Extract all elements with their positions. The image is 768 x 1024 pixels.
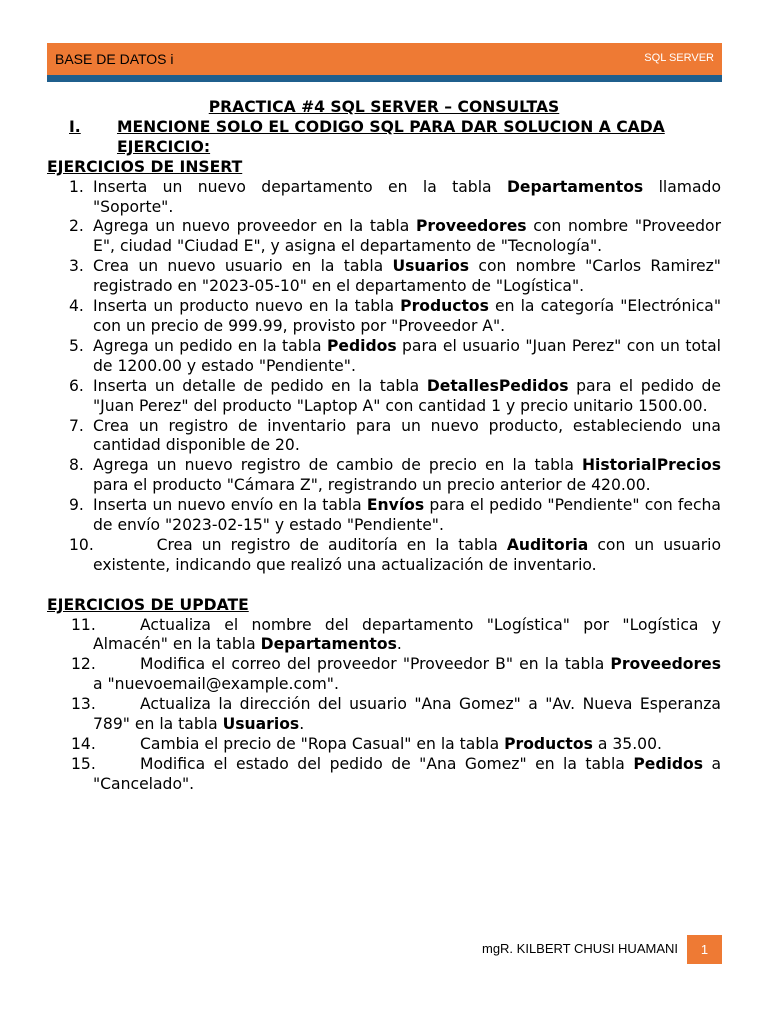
instruction-text: MENCIONE SOLO EL CODIGO SQL PARA DAR SOLUCION A CADA EJERCICIO: xyxy=(117,117,665,156)
document-title: PRACTICA #4 SQL SERVER – CONSULTAS xyxy=(208,98,560,116)
exercise-text: Actualiza la dirección del usuario "Ana Gomez" a "Av. Nueva Esperanza 789" en la tabla xyxy=(93,695,721,734)
table-name: Pedidos xyxy=(633,754,703,773)
exercise-number: 12. xyxy=(71,655,96,674)
exercise-number: 5. xyxy=(69,336,84,355)
table-name: Proveedores xyxy=(416,217,527,236)
table-name: DetallesPedidos xyxy=(426,376,569,395)
exercise-item xyxy=(47,755,721,795)
table-name: Proveedores xyxy=(610,655,721,674)
exercise-text: Inserta un detalle de pedido en la tabla xyxy=(93,376,427,395)
exercise-text-continued: para el producto "Cámara Z", registrando un precio anterior de 420.00. xyxy=(93,476,651,495)
header-topic: SQL SERVER xyxy=(644,52,714,64)
exercise-number: 13. xyxy=(71,695,96,714)
exercise-item xyxy=(47,257,721,297)
exercise-text: Crea un nuevo usuario en la tabla xyxy=(93,257,393,276)
exercise-item xyxy=(47,377,721,417)
exercise-text: Agrega un nuevo registro de cambio de precio en la tabla xyxy=(93,456,582,475)
exercise-text-continued: a "nuevoemail@example.com". xyxy=(93,675,339,694)
exercise-text-continued: a "Cancelado". xyxy=(93,754,721,793)
exercise-text-continued: . xyxy=(396,635,402,654)
exercise-item xyxy=(47,616,721,656)
footer-author: mgR. KILBERT CHUSI HUAMANI xyxy=(481,941,678,956)
exercise-number: 9. xyxy=(69,496,84,515)
exercise-item xyxy=(47,178,721,218)
exercise-number: 15. xyxy=(71,754,96,773)
exercise-text-continued: para el usuario "Juan Perez" con un total de 1200.00 y estado "Pendiente". xyxy=(93,336,721,375)
table-name: Usuarios xyxy=(222,715,300,734)
exercise-number: 10. xyxy=(69,535,94,554)
exercise-text-continued: para el pedido "Pendiente" con fecha de envío "2023-02-15" y estado "Pendiente". xyxy=(93,496,721,535)
exercise-item xyxy=(47,217,721,257)
table-name: HistorialPrecios xyxy=(581,456,721,475)
table-name: Departamentos xyxy=(260,635,397,654)
exercise-text-continued: con un usuario existente, indicando que realizó una actualización de inventario. xyxy=(93,535,721,574)
exercise-number: 11. xyxy=(71,615,96,634)
exercise-number: 1. xyxy=(69,177,84,196)
table-name: Usuarios xyxy=(392,257,470,276)
update-section-heading: EJERCICIOS DE UPDATE xyxy=(47,595,249,614)
exercise-text: Crea un registro de inventario para un nuevo producto, estableciendo una cantidad disponible de 20. xyxy=(93,416,721,455)
exercise-text: Inserta un producto nuevo en la tabla xyxy=(93,297,401,316)
exercise-text-continued: con nombre "Carlos Ramirez" registrado en "2023-05-10" en el departamento de "Logística". xyxy=(93,257,721,296)
table-name: Productos xyxy=(504,734,593,753)
exercise-item xyxy=(47,496,721,536)
exercise-text-continued: a 35.00. xyxy=(592,734,662,753)
exercise-item xyxy=(47,456,721,496)
exercise-text-continued: con nombre "Proveedor E", ciudad "Ciudad E", y asigna el departamento de "Tecnología". xyxy=(93,217,721,256)
exercise-text: Agrega un pedido en la tabla xyxy=(93,336,327,355)
exercise-text: Crea un registro de auditoría en la tabla xyxy=(93,535,507,554)
exercise-text-continued: llamado "Soporte". xyxy=(93,177,721,216)
exercise-text: Agrega un nuevo proveedor en la tabla xyxy=(93,217,416,236)
document-body xyxy=(47,98,721,795)
exercise-text: Inserta un nuevo envío en la tabla xyxy=(93,496,367,515)
exercise-number: 2. xyxy=(69,217,84,236)
instruction xyxy=(47,118,721,158)
exercise-number: 4. xyxy=(69,297,84,316)
exercise-item xyxy=(47,695,721,735)
exercise-number: 7. xyxy=(69,416,84,435)
exercise-text: Cambia el precio de "Ropa Casual" en la tabla xyxy=(140,734,505,753)
update-exercise-list xyxy=(47,616,721,795)
exercise-number: 8. xyxy=(69,456,84,475)
exercise-number: 3. xyxy=(69,257,84,276)
exercise-text: Inserta un nuevo departamento en la tabla xyxy=(93,177,507,196)
exercise-number: 14. xyxy=(71,734,96,753)
insert-section-heading: EJERCICIOS DE INSERT xyxy=(47,157,243,176)
exercise-text: Actualiza el nombre del departamento "Logística" por "Logística y Almacén" en la tabla xyxy=(93,615,721,654)
exercise-item xyxy=(47,536,721,576)
exercise-item xyxy=(47,297,721,337)
table-name: Pedidos xyxy=(326,336,397,355)
table-name: Productos xyxy=(400,297,489,316)
header-course-title: BASE DE DATOS i xyxy=(55,51,174,67)
exercise-number: 6. xyxy=(69,376,84,395)
table-name: Envíos xyxy=(366,496,425,515)
exercise-text-continued: . xyxy=(299,715,305,734)
page-number: 1 xyxy=(687,935,722,964)
exercise-text: Modifica el correo del proveedor "Proveedor B" en la tabla xyxy=(140,655,611,674)
exercise-item xyxy=(47,417,721,457)
exercise-text-continued: para el pedido de "Juan Perez" del producto "Laptop A" con cantidad 1 y precio unitario 1500.00. xyxy=(93,376,721,415)
exercise-item xyxy=(47,655,721,695)
table-name: Auditoria xyxy=(506,535,589,554)
spacer xyxy=(47,576,721,596)
table-name: Departamentos xyxy=(506,177,644,196)
insert-exercise-list xyxy=(47,178,721,576)
exercise-text: Modifica el estado del pedido de "Ana Gomez" en la tabla xyxy=(140,754,634,773)
exercise-item xyxy=(47,735,721,755)
exercise-item xyxy=(47,337,721,377)
exercise-text-continued: en la categoría "Electrónica" con un precio de 999.99, provisto por "Proveedor A". xyxy=(93,297,721,335)
instruction-number: I. xyxy=(69,117,81,136)
page-header-bar xyxy=(47,43,722,82)
